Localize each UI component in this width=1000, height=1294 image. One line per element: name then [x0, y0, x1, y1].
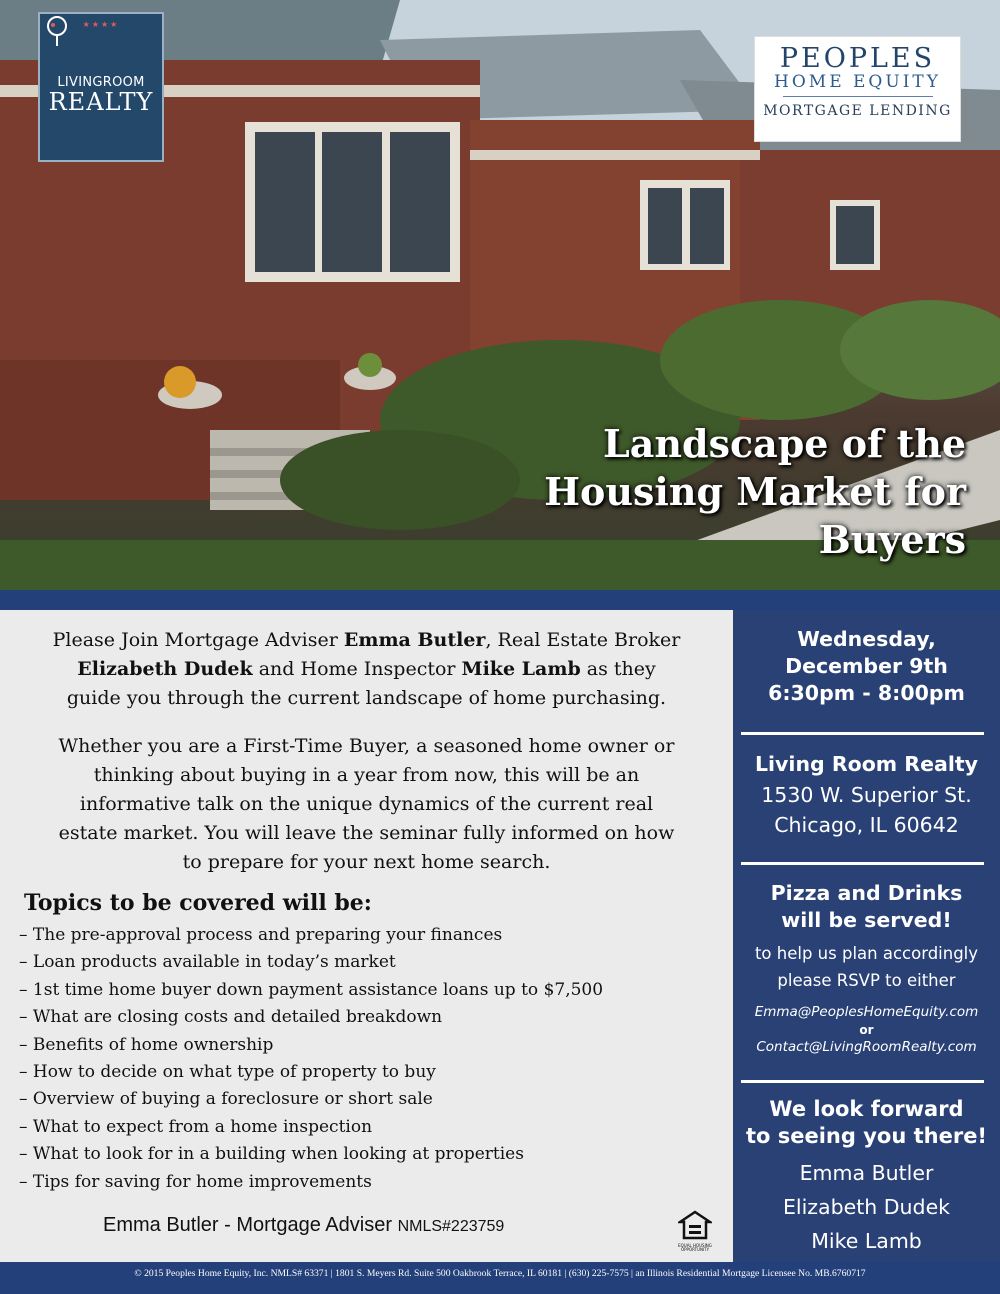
rsvp-email-link[interactable]: Emma@PeoplesHomeEquity.com	[754, 1004, 979, 1020]
tree-icon	[84, 37, 118, 71]
or-label: or	[859, 1023, 874, 1037]
event-details-sidebar	[733, 610, 1000, 1262]
rsvp-email-link[interactable]: Contact@LivingRoomRealty.com	[756, 1039, 977, 1055]
nmls-number: NMLS#223759	[397, 1218, 505, 1235]
event-title-line: Housing Market for	[544, 469, 966, 514]
logo-right-line2: HOME EQUITY	[774, 72, 941, 92]
list-item: – The pre-approval process and preparing your finances	[19, 925, 503, 945]
equal-housing-logo: EQUAL HOUSING OPPORTUNITY	[672, 1210, 718, 1252]
divider	[741, 1080, 984, 1083]
logo-right-line3: MORTGAGE LENDING	[763, 103, 952, 119]
list-item: – What to expect from a home inspection	[19, 1116, 373, 1137]
list-item: – 1st time home buyer down payment assistance loans up to $7,500	[19, 979, 604, 1000]
rsvp-emails	[741, 1002, 992, 1058]
event-title	[446, 420, 966, 564]
divider	[741, 732, 984, 735]
rsvp-note: to help us plan accordingly please RSVP to either	[754, 944, 979, 990]
presenter-name: Elizabeth Dudek	[782, 1195, 951, 1219]
refreshments-note: Pizza and Drinks will be served!	[770, 881, 963, 932]
intro-paragraph: Please Join Mortgage Adviser Emma Butler, Real Estate Broker Elizabeth Dudek and Home Inspector Mike Lamb as they guide you through the current landscape of home purchasing.	[52, 629, 681, 709]
hero-photo	[0, 0, 1000, 590]
footer-disclaimer: © 2015 Peoples Home Equity, Inc. NMLS# 63371 | 1801 S. Meyers Rd. Suite 500 Oakbrook Terrace, IL 60181 | (630) 225-7575 | an Illinois Residential Mortgage Licensee No. MB.6760717	[0, 1262, 1000, 1294]
venue-name: Living Room Realty	[754, 752, 979, 776]
list-item: – What are closing costs and detailed breakdown	[19, 1007, 443, 1028]
list-item: – Loan products available in today’s market	[19, 952, 396, 973]
logo-left-line1: LIVINGROOM	[57, 75, 145, 90]
topics-list	[19, 922, 603, 1196]
key-icon	[783, 92, 933, 102]
presenter-name: Emma Butler	[799, 1161, 934, 1185]
logo-left-line2: REALTY	[48, 88, 154, 116]
event-title-line: Landscape of the	[603, 421, 966, 466]
signer-line: Emma Butler - Mortgage Adviser NMLS#223759	[103, 1214, 505, 1236]
topics-title: Topics to be covered will be:	[24, 890, 372, 916]
top-band	[0, 590, 1000, 610]
main-content	[0, 610, 733, 1262]
presenter-name: Mike Lamb	[811, 1229, 922, 1253]
logo-right-line1: PEOPLES	[779, 43, 936, 74]
list-item: – Benefits of home ownership	[19, 1034, 274, 1055]
event-datetime: Wednesday, December 9th 6:30pm - 8:00pm	[768, 627, 965, 705]
host-name: Emma Butler	[343, 629, 486, 651]
venue-address: 1530 W. Superior St. Chicago, IL 60642	[761, 783, 972, 837]
description-paragraph: Whether you are a First-Time Buyer, a seasoned home owner or thinking about buying in a year from now, this will be an informative talk on the unique dynamics of the current real estate market. You will leave the seminar fully informed on how to prepare for your next home search.	[58, 735, 675, 873]
list-item: – What to look for in a building when looking at properties	[19, 1144, 524, 1165]
host-name: Elizabeth Dudek	[77, 658, 253, 680]
livingroom-realty-logo: ★★★★ LIVINGROOM REALTY	[38, 12, 164, 162]
equal-housing-icon	[678, 1210, 712, 1240]
peoples-home-equity-logo	[754, 36, 961, 142]
list-item: – Tips for saving for home improvements	[19, 1171, 372, 1192]
list-item: – Overview of buying a foreclosure or short sale	[19, 1089, 433, 1110]
event-title-line: Buyers	[818, 517, 966, 562]
divider	[741, 862, 984, 865]
closing-message: We look forward to seeing you there!	[745, 1097, 988, 1148]
host-name: Mike Lamb	[461, 658, 581, 680]
presenter-names	[741, 1156, 992, 1258]
list-item: – How to decide on what type of property to buy	[19, 1062, 436, 1083]
